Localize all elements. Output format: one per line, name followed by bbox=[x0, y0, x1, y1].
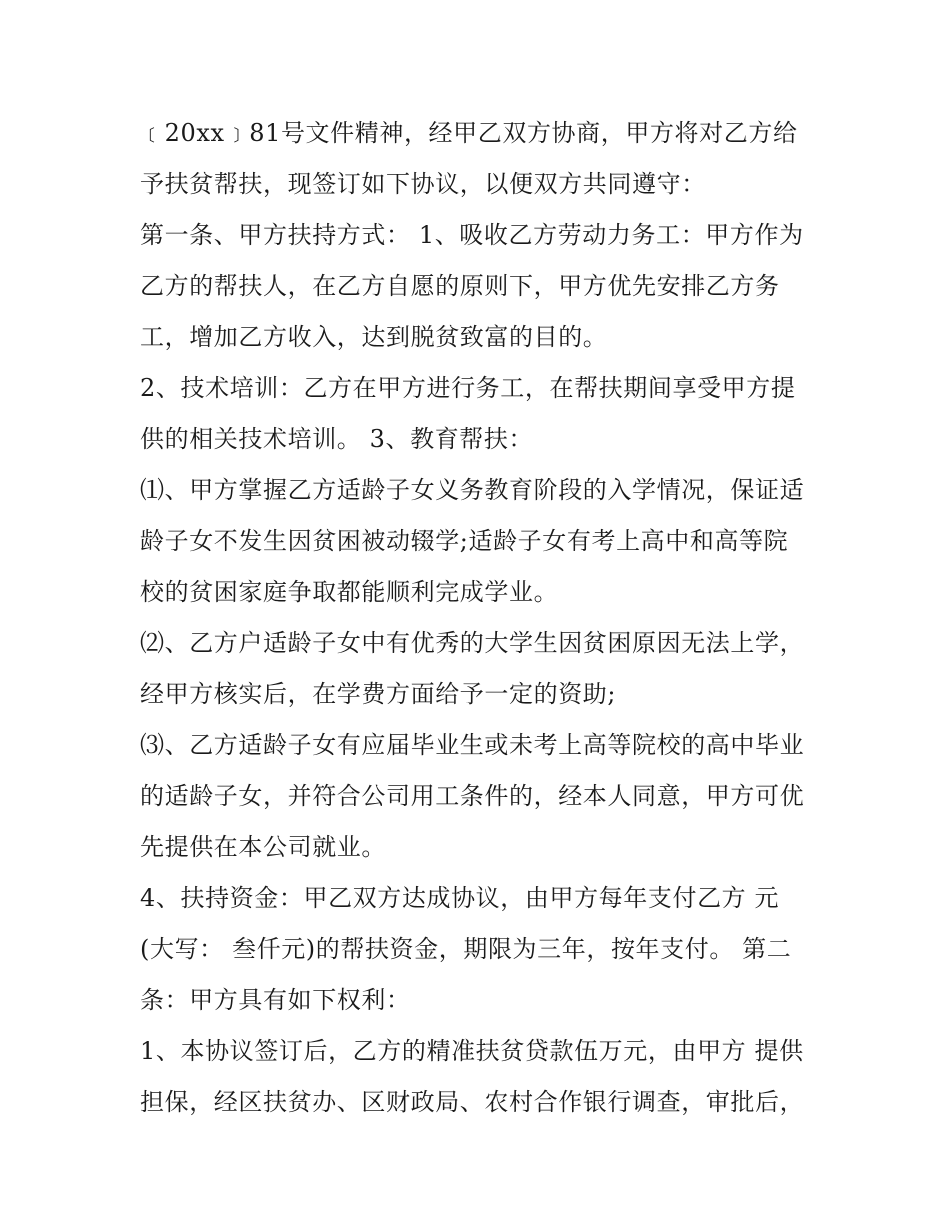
text-line: 担保，经区扶贫办、区财政局、农村合作银行调查，审批后， bbox=[140, 1088, 805, 1116]
text-line: 条：甲方具有如下权利： bbox=[140, 986, 411, 1014]
text-line: 乙方的帮扶人，在乙方自愿的原则下，甲方优先安排乙方务 bbox=[140, 272, 780, 300]
text-line: ﹝20xx﹞81号文件精神，经甲乙双方协商，甲方将对乙方给 bbox=[140, 119, 798, 147]
text-line: 经甲方核实后，在学费方面给予一定的资助; bbox=[140, 680, 617, 708]
text-line: 供的相关技术培训。 3、教育帮扶： bbox=[140, 425, 534, 453]
text-line: 予扶贫帮扶，现签订如下协议，以便双方共同遵守： bbox=[140, 170, 706, 198]
text-line: ⑵、乙方户适龄子女中有优秀的大学生因贫困原因无法上学， bbox=[140, 629, 805, 657]
text-line: 4、扶持资金：甲乙双方达成协议，由甲方每年支付乙方 元 bbox=[140, 884, 780, 912]
text-line: 校的贫困家庭争取都能顺利完成学业。 bbox=[140, 578, 559, 606]
text-line: 2、技术培训：乙方在甲方进行务工，在帮扶期间享受甲方提 bbox=[140, 374, 796, 402]
text-line: 工，增加乙方收入，达到脱贫致富的目的。 bbox=[140, 323, 608, 351]
text-line: 先提供在本公司就业。 bbox=[140, 833, 386, 861]
text-line: 第一条、甲方扶持方式： 1、吸收乙方劳动力务工：甲方作为 bbox=[140, 221, 804, 249]
text-line: 龄子女不发生因贫困被动辍学;适龄子女有考上高中和高等院 bbox=[140, 527, 789, 555]
document-body bbox=[140, 108, 830, 1128]
text-line: 1、本协议签订后，乙方的精准扶贫贷款伍万元，由甲方 提供 bbox=[140, 1037, 804, 1065]
text-line: 的适龄子女，并符合公司用工条件的，经本人同意，甲方可优 bbox=[140, 782, 805, 810]
text-line: (大写： 叁仟元)的帮扶资金，期限为三年，按年支付。 第二 bbox=[140, 935, 792, 963]
text-line: ⑶、乙方适龄子女有应届毕业生或未考上高等院校的高中毕业 bbox=[140, 731, 805, 759]
text-line: ⑴、甲方掌握乙方适龄子女义务教育阶段的入学情况，保证适 bbox=[140, 476, 805, 504]
